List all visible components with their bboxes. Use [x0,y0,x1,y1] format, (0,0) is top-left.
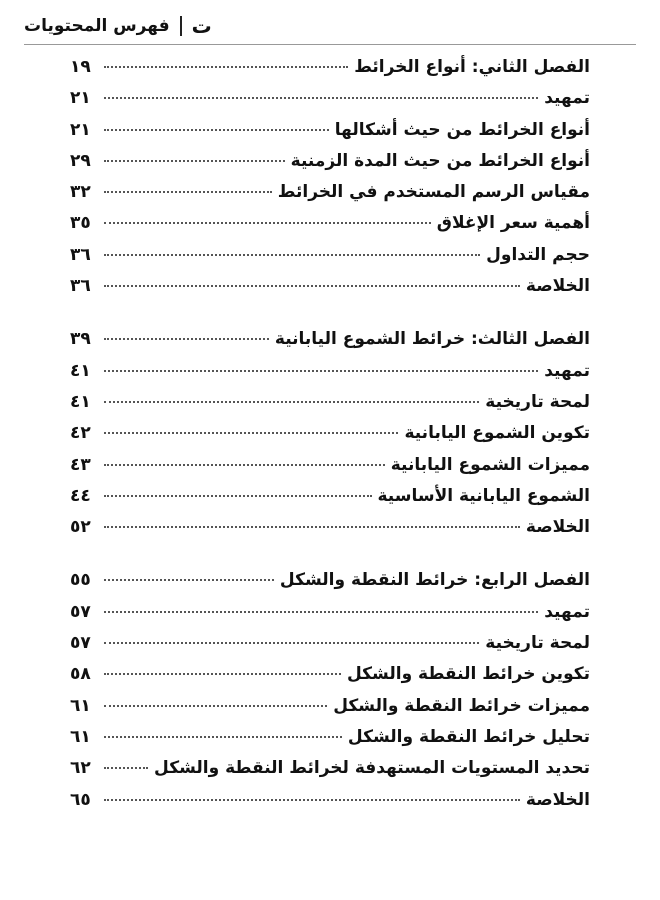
toc-entry-page-number: ٢١ [70,88,91,109]
toc-entry-page-number: ٢٩ [70,150,91,171]
toc-entry-label: الشموع اليابانية الأساسية [377,485,590,506]
dot-leader [104,525,520,528]
toc-entry-page-number: ٣٦ [70,244,91,265]
toc-entry[interactable] [70,418,590,449]
table-of-contents [70,52,590,838]
toc-entry[interactable] [70,481,590,512]
dot-leader [104,337,269,340]
toc-entry[interactable] [70,659,590,690]
toc-entry-label: تمهيد [544,601,590,622]
toc-entry-page-number: ٦٢ [70,758,91,779]
dot-leader [104,494,372,497]
toc-entry[interactable] [70,628,590,659]
toc-entry[interactable] [70,83,590,114]
toc-entry[interactable] [70,208,590,239]
toc-entry-page-number: ٤٢ [70,423,91,444]
toc-entry-label: تمهيد [544,88,590,109]
dot-leader [104,96,538,99]
header-separator [180,16,182,36]
toc-entry[interactable] [70,691,590,722]
toc-entry[interactable] [70,240,590,271]
toc-entry[interactable] [70,115,590,146]
dot-leader [104,610,538,613]
toc-entry-page-number: ٤١ [70,360,91,381]
toc-entry-label: أنواع الخرائط من حيث أشكالها [334,119,590,140]
dot-leader [104,369,538,372]
toc-entry-page-number: ٦٥ [70,789,91,810]
toc-entry[interactable] [70,271,590,302]
toc-entry[interactable] [70,450,590,481]
toc-entry-label: لمحة تاريخية [485,391,590,412]
toc-entry[interactable] [70,565,590,596]
toc-entry-label: أنواع الخرائط من حيث المدة الزمنية [290,150,590,171]
toc-entry[interactable] [70,722,590,753]
toc-entry-page-number: ٣٩ [70,329,91,350]
toc-entry-page-number: ٤١ [70,391,91,412]
toc-section [70,52,590,302]
toc-entry-page-number: ٦١ [70,726,91,747]
toc-entry-label: الفصل الثاني: أنواع الخرائط [354,57,590,77]
toc-entry-label: الفصل الرابع: خرائط النقطة والشكل [279,570,590,591]
toc-entry-page-number: ٥٥ [70,570,91,591]
toc-entry-label: أهمية سعر الإغلاق [436,213,590,234]
toc-entry[interactable] [70,356,590,387]
dot-leader [104,766,148,769]
dot-leader [104,735,342,738]
toc-entry-page-number: ٦١ [70,695,91,716]
dot-leader [104,672,341,675]
toc-entry-label: تكوين خرائط النقطة والشكل [347,664,590,685]
toc-entry-label: تحديد المستويات المستهدفة لخرائط النقطة والشكل [154,758,590,779]
header-row [24,14,216,38]
toc-entry[interactable] [70,52,590,83]
dot-leader [104,190,272,193]
toc-entry-page-number: ٤٣ [70,454,91,475]
dot-leader [104,400,479,403]
toc-section [70,324,590,543]
toc-entry[interactable] [70,597,590,628]
dot-leader [104,798,520,801]
toc-entry[interactable] [70,387,590,418]
toc-entry-label: حجم التداول [486,244,590,265]
toc-entry-page-number: ٣٥ [70,213,91,234]
toc-entry[interactable] [70,753,590,784]
toc-entry-page-number: ١٩ [70,57,91,77]
toc-entry-page-number: ٤٤ [70,485,91,506]
toc-entry[interactable] [70,177,590,208]
toc-entry-label: الخلاصة [525,517,590,538]
toc-entry-page-number: ٥٨ [70,664,91,685]
toc-entry[interactable] [70,785,590,816]
dot-leader [104,463,385,466]
toc-section [70,565,590,815]
toc-entry-label: مميزات خرائط النقطة والشكل [333,695,590,716]
page-title: فهرس المحتويات [24,16,170,36]
dot-leader [104,253,480,256]
dot-leader [104,65,348,68]
toc-entry-label: تكوين الشموع اليابانية [404,423,590,444]
toc-entry-label: الفصل الثالث: خرائط الشموع اليابانية [274,329,590,350]
toc-entry-label: مميزات الشموع اليابانية [390,454,590,475]
toc-entry[interactable] [70,146,590,177]
dot-leader [104,431,398,434]
toc-entry-page-number: ٥٧ [70,633,91,654]
toc-entry-label: الخلاصة [525,276,590,297]
toc-entry-page-number: ٥٢ [70,517,91,538]
toc-entry-page-number: ٢١ [70,119,91,140]
dot-leader [104,128,329,131]
toc-entry-label: تحليل خرائط النقطة والشكل [347,726,590,747]
dot-leader [104,641,479,644]
toc-entry[interactable] [70,512,590,543]
toc-entry-page-number: ٥٧ [70,601,91,622]
toc-entry-label: لمحة تاريخية [485,633,590,654]
dot-leader [104,284,520,287]
header-rule [24,44,636,45]
toc-entry-page-number: ٣٦ [70,276,91,297]
dot-leader [104,221,431,224]
toc-entry-label: الخلاصة [525,789,590,810]
page-header [24,10,636,42]
toc-entry[interactable] [70,324,590,355]
dot-leader [104,159,285,162]
toc-entry-label: مقياس الرسم المستخدم في الخرائط [277,182,590,203]
dot-leader [104,704,327,707]
page-number: ت [191,14,212,38]
toc-entry-page-number: ٣٢ [70,182,91,203]
dot-leader [104,578,274,581]
toc-entry-label: تمهيد [544,360,590,381]
